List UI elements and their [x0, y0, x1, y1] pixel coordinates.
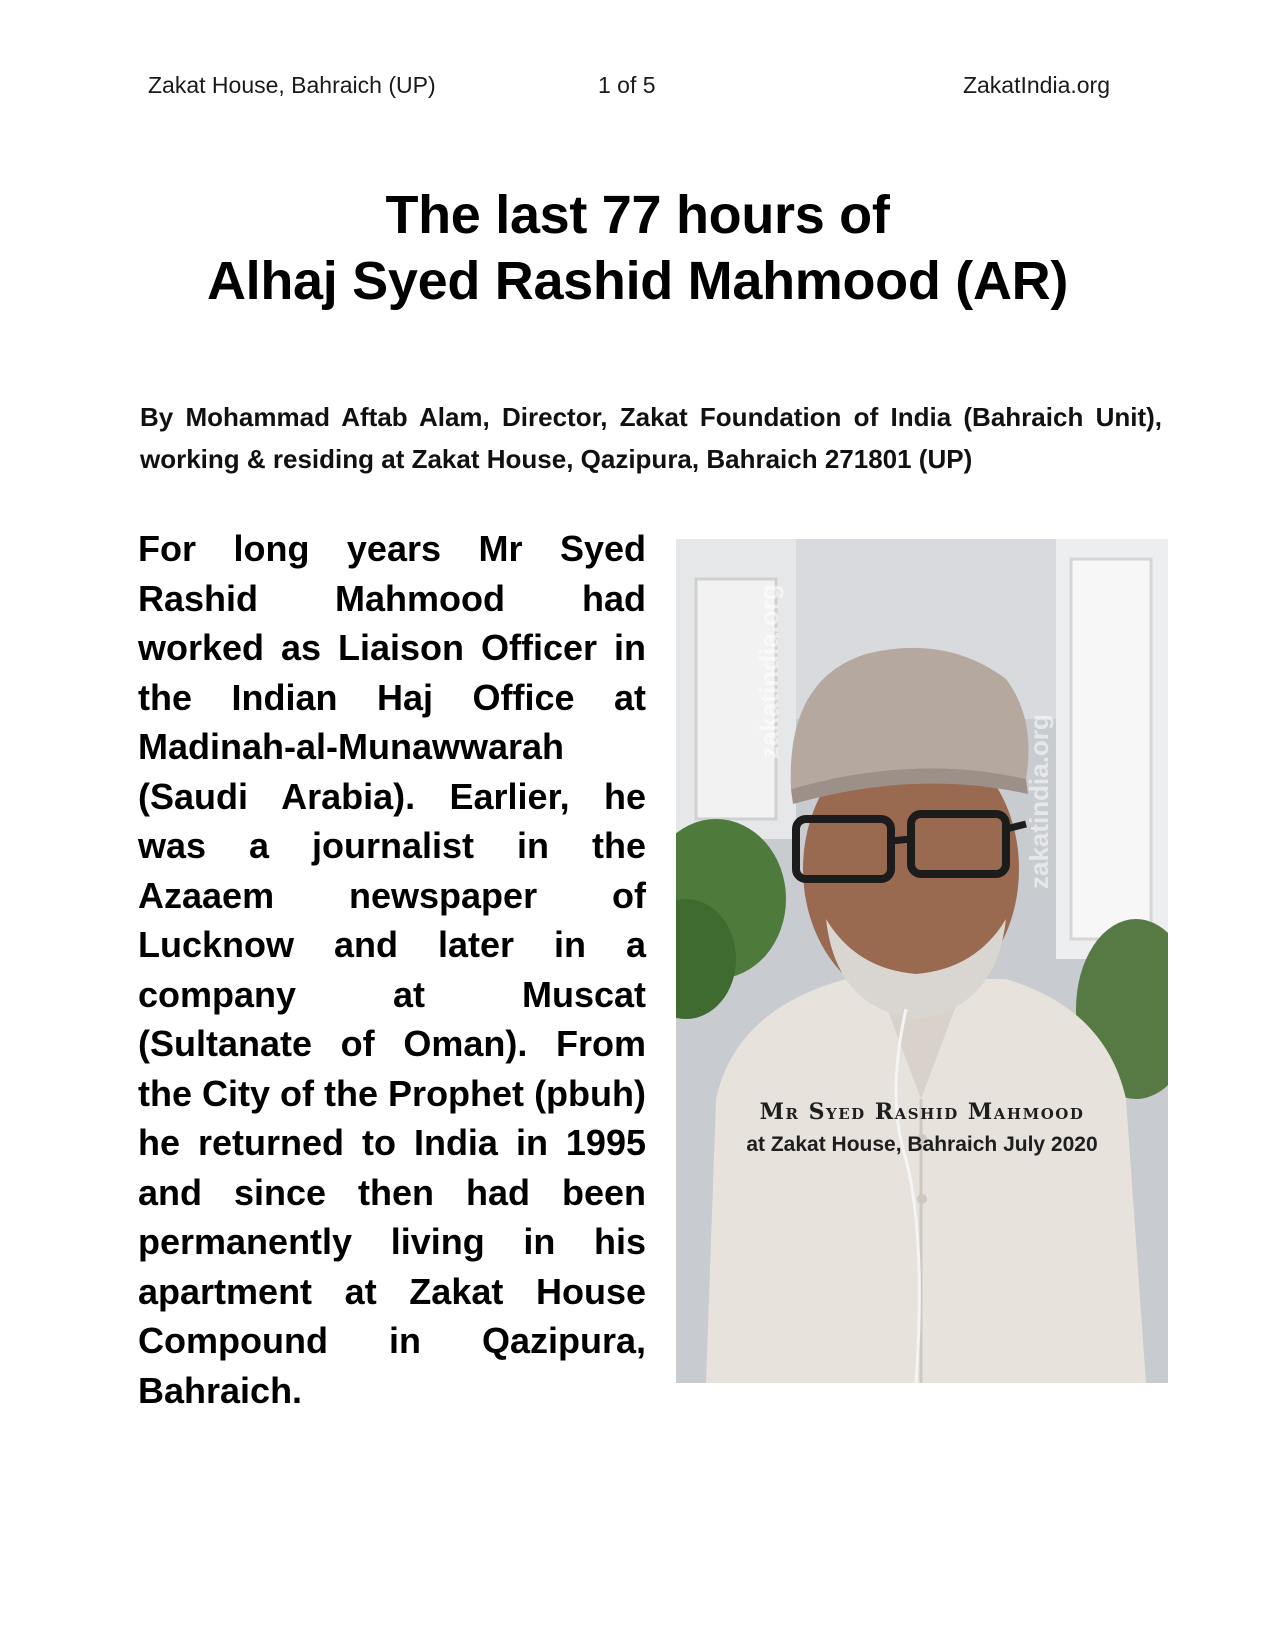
title-line-2: Alhaj Syed Rashid Mahmood (AR) — [206, 251, 1069, 311]
body-paragraph: For long years Mr Syed Rashid Mahmood had worked as Liaison Officer in the Indian Haj Office at Madinah-al-Munawwarah (Saudi Arabia). Earlier, he was a journalist in the Azaaem newspaper of Lucknow and later in a company at Muscat (Sultanate of Oman). From the City of the Prophet (pbuh) he returned to India in 1995 and since then had been permanently living in his apartment at Zakat House Compound in Qazipura, Bahraich. — [138, 528, 646, 1411]
header-website: ZakatIndia.org — [962, 72, 1110, 98]
photo-watermark: zakatindia.org — [754, 584, 784, 759]
photo-caption-subtitle: at Zakat House, Bahraich July 2020 — [746, 1133, 1098, 1156]
portrait-illustration — [676, 539, 1168, 1383]
header-location: Zakat House, Bahraich (UP) — [148, 72, 436, 98]
photo-caption-name: Mr Syed Rashid Mahmood — [759, 1099, 1085, 1125]
title-line-1: The last 77 hours of — [385, 185, 890, 245]
photo-watermark-2: zakatindia.org — [1024, 714, 1054, 889]
page-header — [0, 72, 1275, 102]
document-title — [0, 182, 1275, 314]
portrait-photo — [676, 539, 1168, 1383]
author-byline: By Mohammad Aftab Alam, Director, Zakat Foundation of India (Bahraich Unit), working & residing at Zakat House, Qazipura, Bahraich 271801 (UP) — [140, 402, 1162, 474]
page-number: 1 of 5 — [598, 72, 656, 98]
